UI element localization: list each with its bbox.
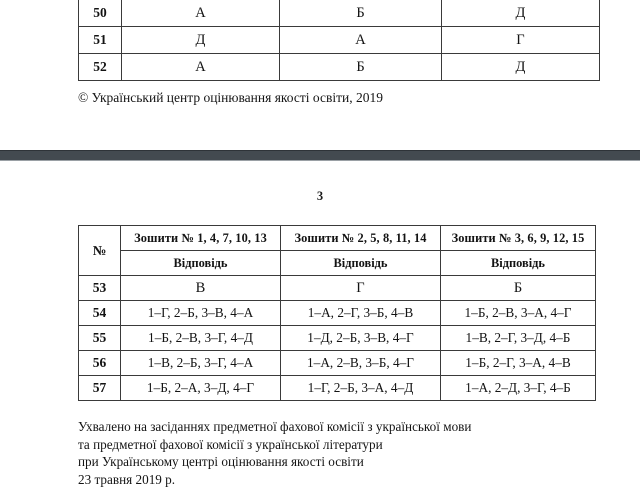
- approval-line-3: при Українському центрі оцінювання якості освіти: [78, 454, 364, 470]
- row-number: 52: [79, 54, 122, 81]
- column-subheader-answer-2: Відповідь: [281, 251, 441, 276]
- answer-cell-booklet-3: Д: [442, 0, 600, 27]
- column-subheader-answer-1: Відповідь: [121, 251, 281, 276]
- answer-cell-booklet-1: В: [121, 276, 281, 301]
- column-subheader-answer-3: Відповідь: [441, 251, 596, 276]
- page-break-separator: [0, 150, 640, 161]
- answer-cell-booklet-1: А: [122, 54, 280, 81]
- answer-cell-booklet-1: 1–Б, 2–В, 3–Г, 4–Д: [121, 326, 281, 351]
- approval-line-1: Ухвалено на засіданнях предметної фахової комісії з української мови: [78, 419, 472, 434]
- row-number: 56: [79, 351, 121, 376]
- approval-line-2: та предметної фахової комісії з української літератури: [78, 436, 383, 452]
- answer-cell-booklet-2: 1–Г, 2–Б, 3–А, 4–Д: [281, 376, 441, 401]
- approval-statement: [78, 418, 471, 488]
- column-header-booklet-2: Зошити № 2, 5, 8, 11, 14: [281, 226, 441, 251]
- bottom-answer-table-head: [79, 226, 596, 276]
- table-header-row-booklets: [79, 226, 596, 251]
- table-row: [79, 301, 596, 326]
- answer-cell-booklet-2: А: [280, 27, 442, 54]
- answer-cell-booklet-1: 1–Г, 2–Б, 3–В, 4–А: [121, 301, 281, 326]
- bottom-answer-table-body: [79, 276, 596, 401]
- top-answer-table-body: [79, 0, 600, 81]
- top-answer-table: [78, 0, 600, 81]
- column-header-number: №: [79, 226, 121, 276]
- answer-cell-booklet-3: Д: [442, 54, 600, 81]
- answer-cell-booklet-1: Д: [122, 27, 280, 54]
- copyright-notice: © Український центр оцінювання якості освіти, 2019: [78, 90, 383, 105]
- column-header-booklet-3: Зошити № 3, 6, 9, 12, 15: [441, 226, 596, 251]
- row-number: 50: [79, 0, 122, 27]
- row-number: 55: [79, 326, 121, 351]
- row-number: 51: [79, 27, 122, 54]
- answer-cell-booklet-3: 1–Б, 2–В, 3–А, 4–Г: [441, 301, 596, 326]
- answer-cell-booklet-3: 1–А, 2–Д, 3–Г, 4–Б: [441, 376, 596, 401]
- row-number: 53: [79, 276, 121, 301]
- table-row: [79, 27, 600, 54]
- answer-cell-booklet-1: 1–В, 2–Б, 3–Г, 4–А: [121, 351, 281, 376]
- answer-cell-booklet-2: 1–А, 2–В, 3–Б, 4–Г: [281, 351, 441, 376]
- top-answer-table-container: [78, 0, 600, 81]
- bottom-answer-table: [78, 225, 596, 401]
- table-row: [79, 276, 596, 301]
- row-number: 54: [79, 301, 121, 326]
- page-number: 3: [316, 189, 324, 203]
- column-header-booklet-1: Зошити № 1, 4, 7, 10, 13: [121, 226, 281, 251]
- table-row: [79, 376, 596, 401]
- table-row: [79, 326, 596, 351]
- answer-cell-booklet-1: А: [122, 0, 280, 27]
- answer-cell-booklet-2: 1–Д, 2–Б, 3–В, 4–Г: [281, 326, 441, 351]
- table-header-row-answers: [79, 251, 596, 276]
- answer-cell-booklet-1: 1–Б, 2–А, 3–Д, 4–Г: [121, 376, 281, 401]
- bottom-answer-table-container: [78, 225, 596, 401]
- table-row: [79, 54, 600, 81]
- answer-cell-booklet-2: 1–А, 2–Г, 3–Б, 4–В: [281, 301, 441, 326]
- table-row: [79, 0, 600, 27]
- answer-cell-booklet-3: Б: [441, 276, 596, 301]
- answer-cell-booklet-2: Б: [280, 54, 442, 81]
- row-number: 57: [79, 376, 121, 401]
- answer-cell-booklet-2: Б: [280, 0, 442, 27]
- answer-cell-booklet-3: 1–Б, 2–Г, 3–А, 4–В: [441, 351, 596, 376]
- answer-cell-booklet-3: Г: [442, 27, 600, 54]
- table-row: [79, 351, 596, 376]
- answer-cell-booklet-3: 1–В, 2–Г, 3–Д, 4–Б: [441, 326, 596, 351]
- answer-cell-booklet-2: Г: [281, 276, 441, 301]
- approval-line-4: 23 травня 2019 р.: [78, 471, 176, 487]
